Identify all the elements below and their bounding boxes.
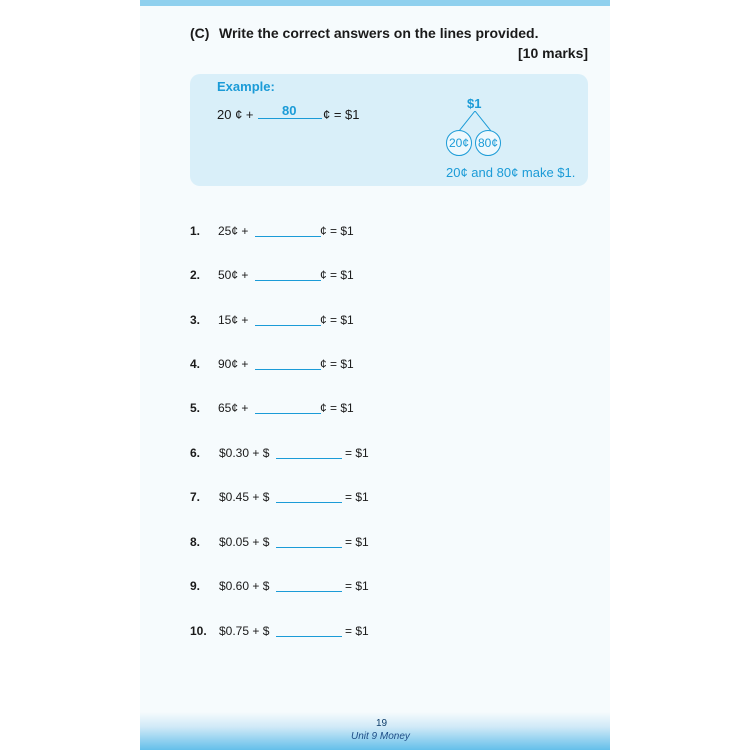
question-number: 3. bbox=[190, 313, 201, 327]
question-result: ¢ = $1 bbox=[320, 401, 354, 415]
question-expression: 65¢ + bbox=[218, 401, 249, 415]
question-result: = $1 bbox=[345, 490, 369, 504]
question-result: = $1 bbox=[345, 535, 369, 549]
answer-line[interactable] bbox=[255, 325, 321, 326]
answer-line[interactable] bbox=[276, 502, 342, 503]
section-instruction: Write the correct answers on the lines provided. bbox=[219, 25, 539, 41]
question-expression: $0.30 + $ bbox=[219, 446, 270, 460]
answer-line[interactable] bbox=[255, 236, 321, 237]
top-color-band bbox=[140, 0, 610, 6]
question-number: 4. bbox=[190, 357, 201, 371]
answer-line[interactable] bbox=[255, 280, 321, 281]
question-result: = $1 bbox=[345, 624, 369, 638]
bond-caption: 20¢ and 80¢ make $1. bbox=[446, 165, 576, 180]
question-expression: $0.45 + $ bbox=[219, 490, 270, 504]
question-expression: 15¢ + bbox=[218, 313, 249, 327]
question-number: 7. bbox=[190, 490, 201, 504]
question-number: 6. bbox=[190, 446, 201, 460]
question-expression: 50¢ + bbox=[218, 268, 249, 282]
answer-line[interactable] bbox=[276, 636, 342, 637]
bond-whole: $1 bbox=[467, 96, 482, 111]
bond-part-right: 80¢ bbox=[475, 130, 501, 156]
example-title: Example: bbox=[217, 79, 275, 94]
question-expression: $0.05 + $ bbox=[219, 535, 270, 549]
question-result: ¢ = $1 bbox=[320, 357, 354, 371]
page-number: 19 bbox=[376, 718, 388, 729]
question-result: = $1 bbox=[345, 446, 369, 460]
question-result: = $1 bbox=[345, 579, 369, 593]
bond-part-left: 20¢ bbox=[446, 130, 472, 156]
marks-label: [10 marks] bbox=[518, 45, 589, 61]
question-expression: $0.60 + $ bbox=[219, 579, 270, 593]
question-expression: 90¢ + bbox=[218, 357, 249, 371]
question-number: 8. bbox=[190, 535, 201, 549]
example-answer-line bbox=[258, 118, 322, 119]
question-expression: 25¢ + bbox=[218, 224, 249, 238]
section-letter: (C) bbox=[190, 25, 210, 41]
question-expression: $0.75 + $ bbox=[219, 624, 270, 638]
question-number: 10. bbox=[190, 624, 207, 638]
answer-line[interactable] bbox=[255, 413, 321, 414]
answer-line[interactable] bbox=[276, 591, 342, 592]
example-answer: 80 bbox=[282, 103, 297, 118]
unit-label: Unit 9 Money bbox=[351, 731, 410, 742]
question-number: 2. bbox=[190, 268, 201, 282]
answer-line[interactable] bbox=[276, 547, 342, 548]
example-rhs: ¢ = $1 bbox=[323, 107, 360, 122]
example-lhs: 20 ¢ + bbox=[217, 107, 254, 122]
question-result: ¢ = $1 bbox=[320, 268, 354, 282]
answer-line[interactable] bbox=[276, 458, 342, 459]
question-result: ¢ = $1 bbox=[320, 313, 354, 327]
answer-line[interactable] bbox=[255, 369, 321, 370]
question-number: 1. bbox=[190, 224, 201, 238]
question-result: ¢ = $1 bbox=[320, 224, 354, 238]
question-number: 9. bbox=[190, 579, 201, 593]
question-number: 5. bbox=[190, 401, 201, 415]
